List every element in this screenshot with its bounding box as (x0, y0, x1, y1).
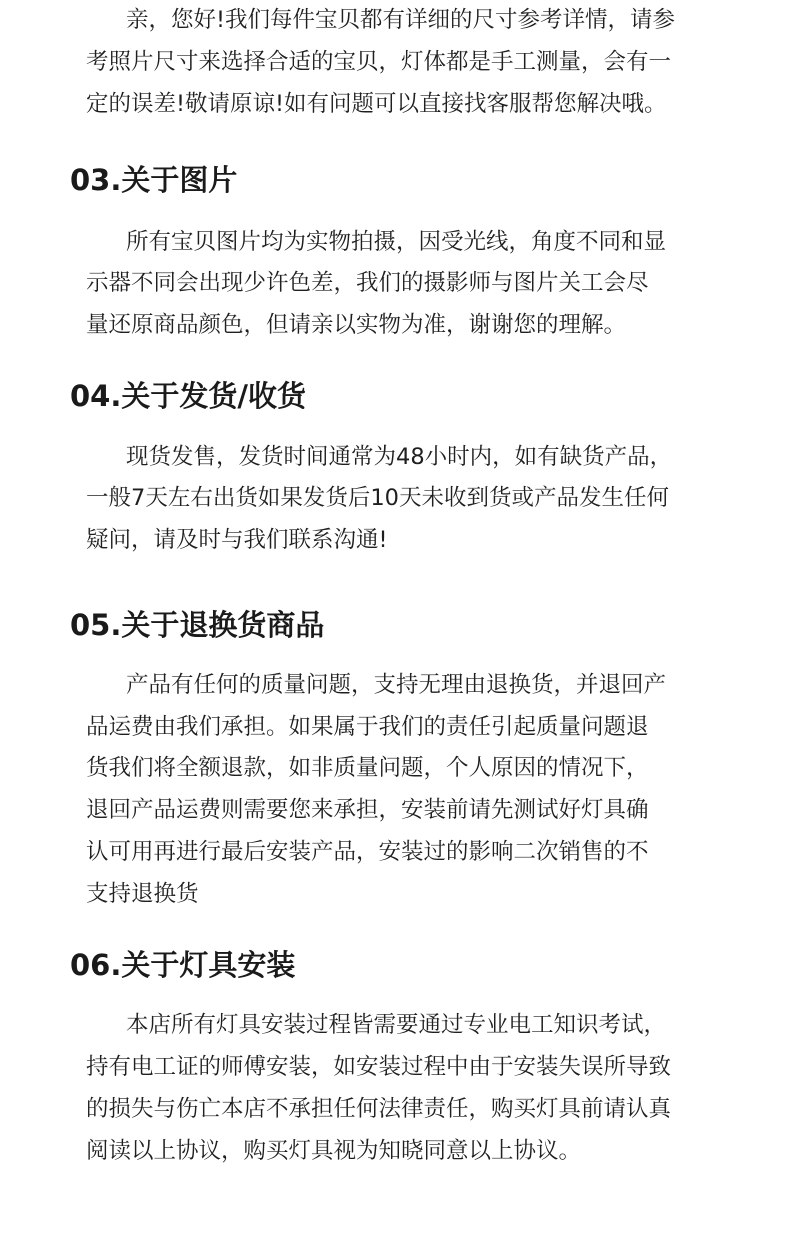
paragraph-line: 持有电工证的师傅安装，如安装过程中由于安装失误所导致 (86, 1054, 672, 1080)
section-heading: 04.关于发货/收货 (70, 379, 306, 413)
paragraph-line: 支持退换货 (86, 881, 199, 907)
paragraph-line: 量还原商品颜色，但请亲以实物为准，谢谢您的理解。 (86, 312, 627, 338)
paragraph-line: 货我们将全额退款，如非质量问题，个人原因的情况下， (86, 755, 649, 781)
section-heading: 06.关于灯具安装 (70, 948, 296, 982)
paragraph-line: 一般7天左右出货如果发货后10天未收到货或产品发生任何 (86, 485, 669, 511)
paragraph-line: 所有宝贝图片均为实物拍摄，因受光线，角度不同和显 (126, 229, 667, 255)
paragraph-line: 考照片尺寸来选择合适的宝贝，灯体都是手工测量，会有一 (86, 49, 672, 75)
paragraph-line: 认可用再进行最后安装产品，安装过的影响二次销售的不 (86, 839, 649, 865)
section-heading: 05.关于退换货商品 (70, 608, 325, 642)
paragraph-line: 定的误差!敬请原谅!如有问题可以直接找客服帮您解决哦。 (86, 91, 667, 117)
paragraph-line: 的损失与伤亡本店不承担任何法律责任，购买灯具前请认真 (86, 1096, 672, 1122)
paragraph-line: 产品有任何的质量问题，支持无理由退换货，并退回产 (126, 672, 667, 698)
paragraph-line: 退回产品运费则需要您来承担，安装前请先测试好灯具确 (86, 797, 649, 823)
paragraph-line: 示器不同会出现少许色差，我们的摄影师与图片关工会尽 (86, 270, 649, 296)
paragraph-line: 本店所有灯具安装过程皆需要通过专业电工知识考试， (126, 1012, 667, 1038)
paragraph-line: 阅读以上协议，购买灯具视为知晓同意以上协议。 (86, 1138, 582, 1164)
paragraph-line: 现货发售，发货时间通常为48小时内，如有缺货产品， (126, 444, 673, 470)
section-heading: 03.关于图片 (70, 163, 238, 197)
paragraph-line: 亲，您好!我们每件宝贝都有详细的尺寸参考详情，请参 (126, 7, 676, 33)
paragraph-line: 品运费由我们承担。如果属于我们的责任引起质量问题退 (86, 714, 649, 740)
paragraph-line: 疑问，请及时与我们联系沟通! (86, 527, 388, 553)
